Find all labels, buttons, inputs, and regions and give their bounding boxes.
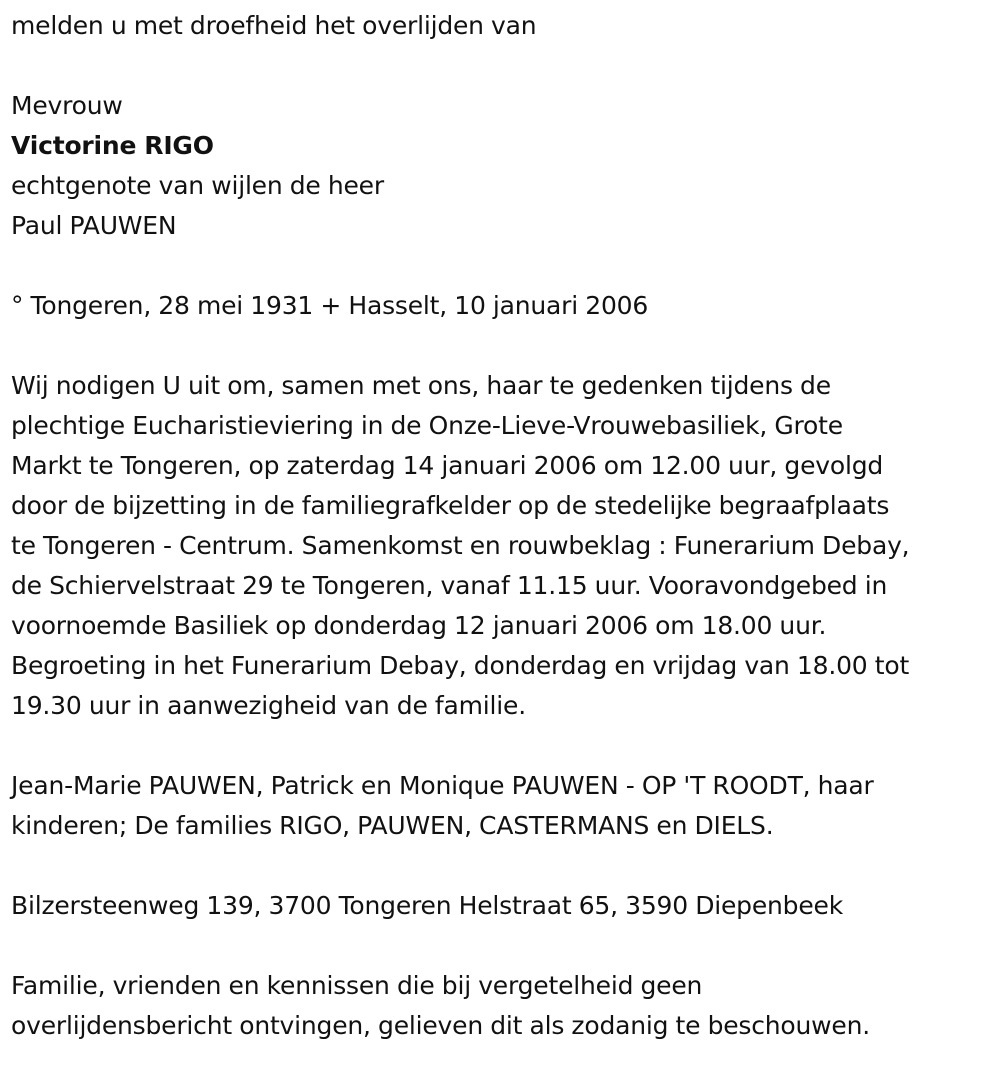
closing-line: Familie, vrienden en kennissen die bij vergetelheid geen [11, 971, 703, 1000]
family-line: kinderen; De families RIGO, PAUWEN, CASTERMANS en DIELS. [11, 811, 774, 840]
addresses-text: Bilzersteenweg 139, 3700 Tongeren Helstraat 65, 3590 Diepenbeek [11, 891, 843, 920]
spouse-name: Paul PAUWEN [11, 211, 177, 240]
obituary-document [11, 6, 996, 1046]
invitation-line: door de bijzetting in de familiegrafkelder op de stedelijke begraafplaats [11, 491, 890, 520]
deceased-title: Mevrouw [11, 91, 123, 120]
invitation-line: Begroeting in het Funerarium Debay, donderdag en vrijdag van 18.00 tot [11, 651, 910, 680]
invitation-line: 19.30 uur in aanwezigheid van de familie. [11, 691, 526, 720]
family-paragraph [11, 766, 996, 846]
family-line: Jean-Marie PAUWEN, Patrick en Monique PAUWEN - OP 'T ROODT, haar [11, 771, 874, 800]
invitation-line: Wij nodigen U uit om, samen met ons, haar te gedenken tijdens de [11, 371, 831, 400]
invitation-paragraph [11, 366, 996, 726]
invitation-line: plechtige Eucharistieviering in de Onze-Lieve-Vrouwebasiliek, Grote [11, 411, 843, 440]
intro-text: melden u met droefheid het overlijden van [11, 11, 537, 40]
invitation-line: voornoemde Basiliek op donderdag 12 januari 2006 om 18.00 uur. [11, 611, 827, 640]
deceased-name: Victorine RIGO [11, 131, 214, 160]
spacer [11, 246, 996, 286]
spacer [11, 846, 996, 886]
spacer [11, 926, 996, 966]
deceased-relation: echtgenote van wijlen de heer [11, 171, 384, 200]
spacer [11, 726, 996, 766]
spacer [11, 326, 996, 366]
invitation-line: Markt te Tongeren, op zaterdag 14 januari 2006 om 12.00 uur, gevolgd [11, 451, 884, 480]
birth-death-dates: ° Tongeren, 28 mei 1931 + Hasselt, 10 januari 2006 [11, 291, 649, 320]
closing-paragraph [11, 966, 996, 1046]
closing-line: overlijdensbericht ontvingen, gelieven dit als zodanig te beschouwen. [11, 1011, 870, 1040]
spacer [11, 46, 996, 86]
invitation-line: te Tongeren - Centrum. Samenkomst en rouwbeklag : Funerarium Debay, [11, 531, 910, 560]
invitation-line: de Schiervelstraat 29 te Tongeren, vanaf 11.15 uur. Vooravondgebed in [11, 571, 888, 600]
